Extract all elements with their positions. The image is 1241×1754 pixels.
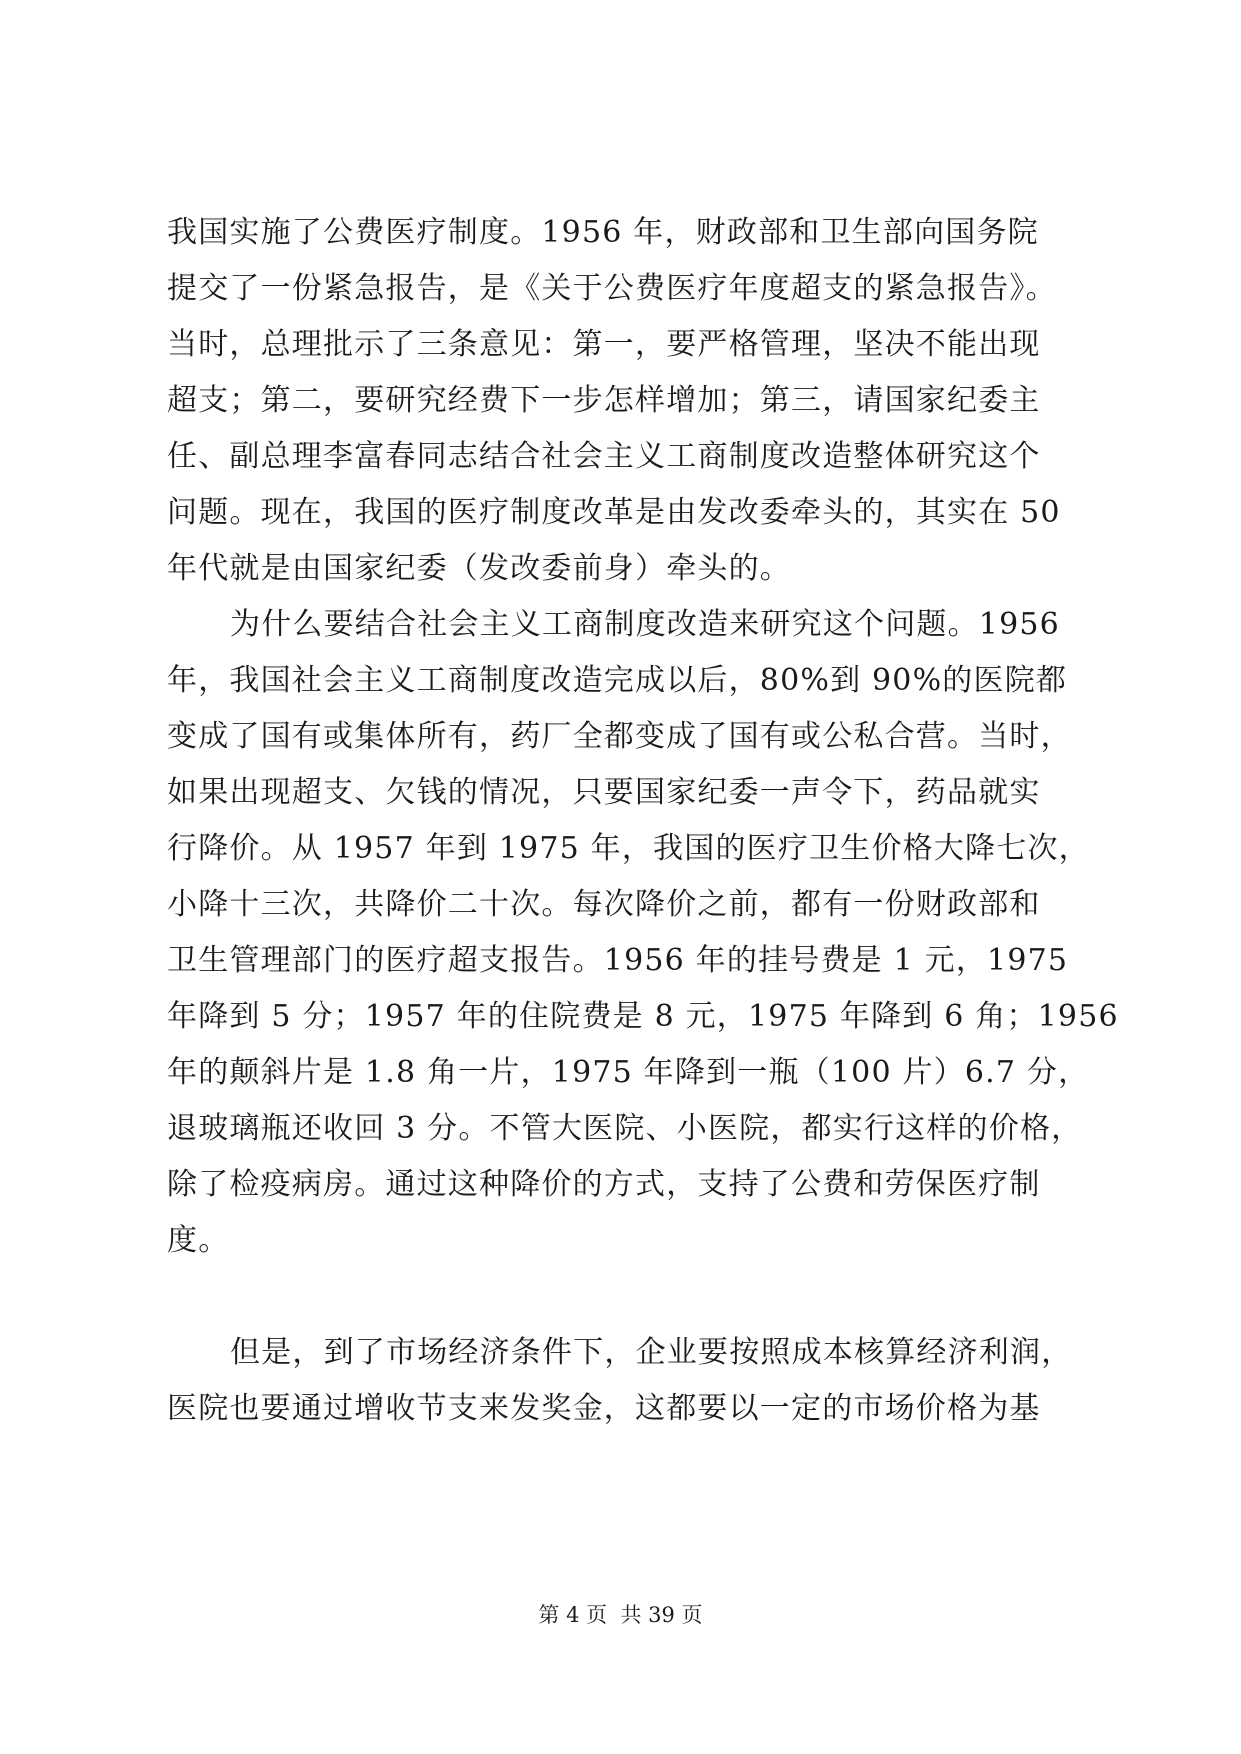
paragraph-2-line-3: 变成了国有或集体所有，药厂全都变成了国有或公私合营。当时， xyxy=(167,719,1072,754)
paragraph-2-line-2: 年，我国社会主义工商制度改造完成以后，80%到 90%的医院都 xyxy=(167,663,1068,698)
paragraph-2-line-9: 年的颠斜片是 1.8 角一片，1975 年降到一瓶（100 片）6.7 分， xyxy=(167,1055,1090,1090)
paragraph-2-line-11: 除了检疫病房。通过这种降价的方式，支持了公费和劳保医疗制 xyxy=(167,1167,1041,1202)
paragraph-2-line-1: 为什么要结合社会主义工商制度改造来研究这个问题。1956 xyxy=(230,607,1060,642)
paragraph-1-line-3: 当时，总理批示了三条意见：第一，要严格管理，坚决不能出现 xyxy=(167,327,1041,362)
paragraph-3-line-2: 医院也要通过增收节支来发奖金，这都要以一定的市场价格为基 xyxy=(167,1391,1041,1426)
page-number-footer: 第 4 页 共 39 页 xyxy=(538,1603,703,1627)
paragraph-1-line-1: 我国实施了公费医疗制度。1956 年，财政部和卫生部向国务院 xyxy=(167,215,1039,250)
paragraph-1-line-7: 年代就是由国家纪委（发改委前身）牵头的。 xyxy=(167,551,791,586)
paragraph-2-line-8: 年降到 5 分；1957 年的住院费是 8 元，1975 年降到 6 角；1956 xyxy=(167,999,1119,1034)
paragraph-2-line-13 xyxy=(167,1277,1087,1317)
paragraph-1-line-5: 任、副总理李富春同志结合社会主义工商制度改造整体研究这个 xyxy=(167,439,1041,474)
paragraph-2-line-10: 退玻璃瓶还收回 3 分。不管大医院、小医院，都实行这样的价格， xyxy=(167,1111,1083,1146)
paragraph-3-line-1: 但是，到了市场经济条件下，企业要按照成本核算经济利润， xyxy=(230,1335,1073,1370)
paragraph-1-line-2: 提交了一份紧急报告，是《关于公费医疗年度超支的紧急报告》。 xyxy=(167,271,1057,306)
paragraph-2-line-4: 如果出现超支、欠钱的情况，只要国家纪委一声令下，药品就实 xyxy=(167,775,1041,810)
paragraph-1-line-6: 问题。现在，我国的医疗制度改革是由发改委牵头的，其实在 50 xyxy=(167,495,1061,530)
paragraph-1-line-4: 超支；第二，要研究经费下一步怎样增加；第三，请国家纪委主 xyxy=(167,383,1041,418)
paragraph-2-line-7: 卫生管理部门的医疗超支报告。1956 年的挂号费是 1 元，1975 xyxy=(167,943,1069,978)
paragraph-2-line-12: 度。 xyxy=(167,1223,230,1258)
paragraph-2-line-5: 行降价。从 1957 年到 1975 年，我国的医疗卫生价格大降七次， xyxy=(167,831,1090,866)
paragraph-2-line-6: 小降十三次，共降价二十次。每次降价之前，都有一份财政部和 xyxy=(167,887,1041,922)
